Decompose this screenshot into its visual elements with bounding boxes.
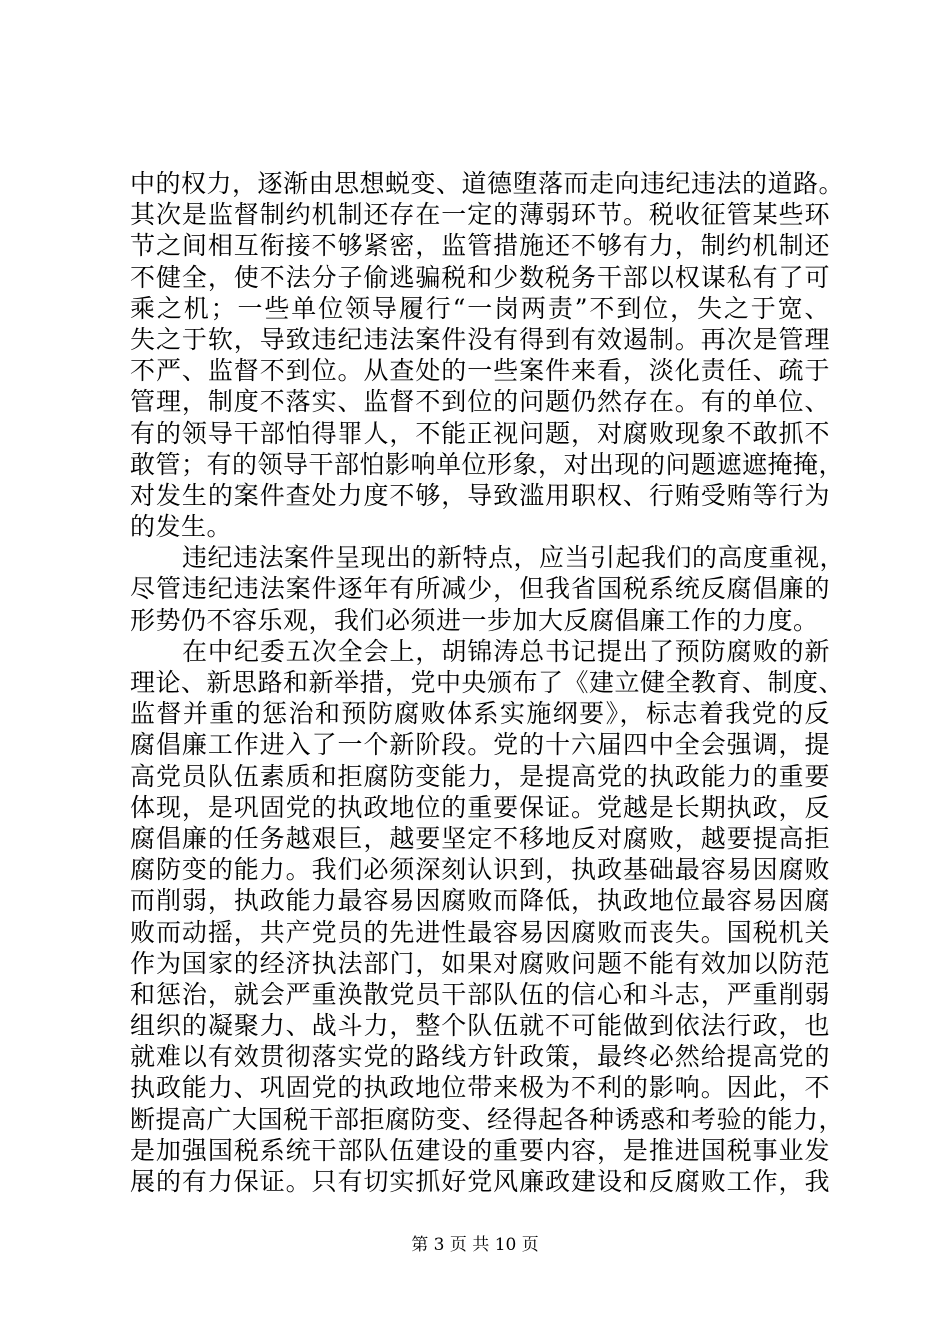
text-line: 是加强国税系统干部队伍建设的重要内容，是推进国税事业发 [130, 1135, 830, 1165]
text-line: 形势仍不容乐观，我们必须进一步加大反腐倡廉工作的力度。 [130, 605, 819, 635]
text-line: 乘之机；一些单位领导履行“一岗两责”不到位，失之于宽、 [130, 293, 830, 323]
text-line: 不严、监督不到位。从查处的一些案件来看，淡化责任、疏于 [130, 356, 830, 386]
document-body [130, 168, 846, 1197]
text-line: 监督并重的惩治和预防腐败体系实施纲要》，标志着我党的反 [130, 699, 830, 729]
text-line: 管理，制度不落实、监督不到位的问题仍然存在。有的单位、 [130, 387, 830, 417]
text-line: 体现，是巩固党的执政地位的重要保证。党越是长期执政，反 [130, 792, 830, 822]
text-line: 失之于软，导致违纪违法案件没有得到有效遏制。再次是管理 [130, 324, 830, 354]
text-line: 理论、新思路和新举措，党中央颁布了《建立健全教育、制度、 [130, 668, 845, 697]
text-line: 腐倡廉工作进入了一个新阶段。党的十六届四中全会强调，提 [130, 730, 830, 760]
text-line: 展的有力保证。只有切实抓好党风廉政建设和反腐败工作，我 [130, 1167, 830, 1196]
text-line: 有的领导干部怕得罪人，不能正视问题，对腐败现象不敢抓不 [130, 418, 830, 448]
text-line: 对发生的案件查处力度不够，导致滥用职权、行贿受贿等行为 [130, 480, 830, 510]
text-line: 腐防变的能力。我们必须深刻认识到，执政基础最容易因腐败 [130, 855, 830, 885]
text-line: 中的权力，逐渐由思想蜕变、道德堕落而走向违纪违法的道路。 [130, 169, 845, 198]
paragraph-first-line: 违纪违法案件呈现出的新特点，应当引起我们的高度重视， [182, 543, 846, 573]
text-line: 而削弱，执政能力最容易因腐败而降低，执政地位最容易因腐 [130, 886, 830, 916]
text-line: 组织的凝聚力、战斗力，整个队伍就不可能做到依法行政，也 [130, 1011, 830, 1041]
text-line: 腐倡廉的任务越艰巨，越要坚定不移地反对腐败，越要提高拒 [130, 823, 830, 853]
text-line: 断提高广大国税干部拒腐防变、经得起各种诱惑和考验的能力， [130, 1104, 845, 1134]
text-line: 的发生。 [130, 512, 233, 542]
text-line: 就难以有效贯彻落实党的路线方针政策，最终必然给提高党的 [130, 1042, 830, 1072]
text-line: 节之间相互衔接不够紧密，监管措施还不够有力，制约机制还 [130, 231, 830, 261]
text-line: 高党员队伍素质和拒腐防变能力，是提高党的执政能力的重要 [130, 761, 830, 791]
text-line: 执政能力、巩固党的执政地位带来极为不利的影响。因此，不 [130, 1073, 830, 1103]
page-number-footer: 第 3 页 共 10 页 [411, 1235, 539, 1255]
text-line: 不健全，使不法分子偷逃骗税和少数税务干部以权谋私有了可 [130, 262, 830, 292]
text-line: 和惩治，就会严重涣散党员干部队伍的信心和斗志，严重削弱 [130, 979, 830, 1009]
text-line: 敢管；有的领导干部怕影响单位形象，对出现的问题遮遮掩掩， [130, 449, 845, 479]
text-line: 败而动摇，共产党员的先进性最容易因腐败而丧失。国税机关 [130, 917, 830, 947]
text-line: 尽管违纪违法案件逐年有所减少，但我省国税系统反腐倡廉的 [130, 574, 830, 604]
text-line: 其次是监督制约机制还存在一定的薄弱环节。税收征管某些环 [130, 200, 830, 230]
text-line: 作为国家的经济执法部门，如果对腐败问题不能有效加以防范 [130, 948, 830, 978]
paragraph-first-line: 在中纪委五次全会上，胡锦涛总书记提出了预防腐败的新 [182, 636, 830, 666]
